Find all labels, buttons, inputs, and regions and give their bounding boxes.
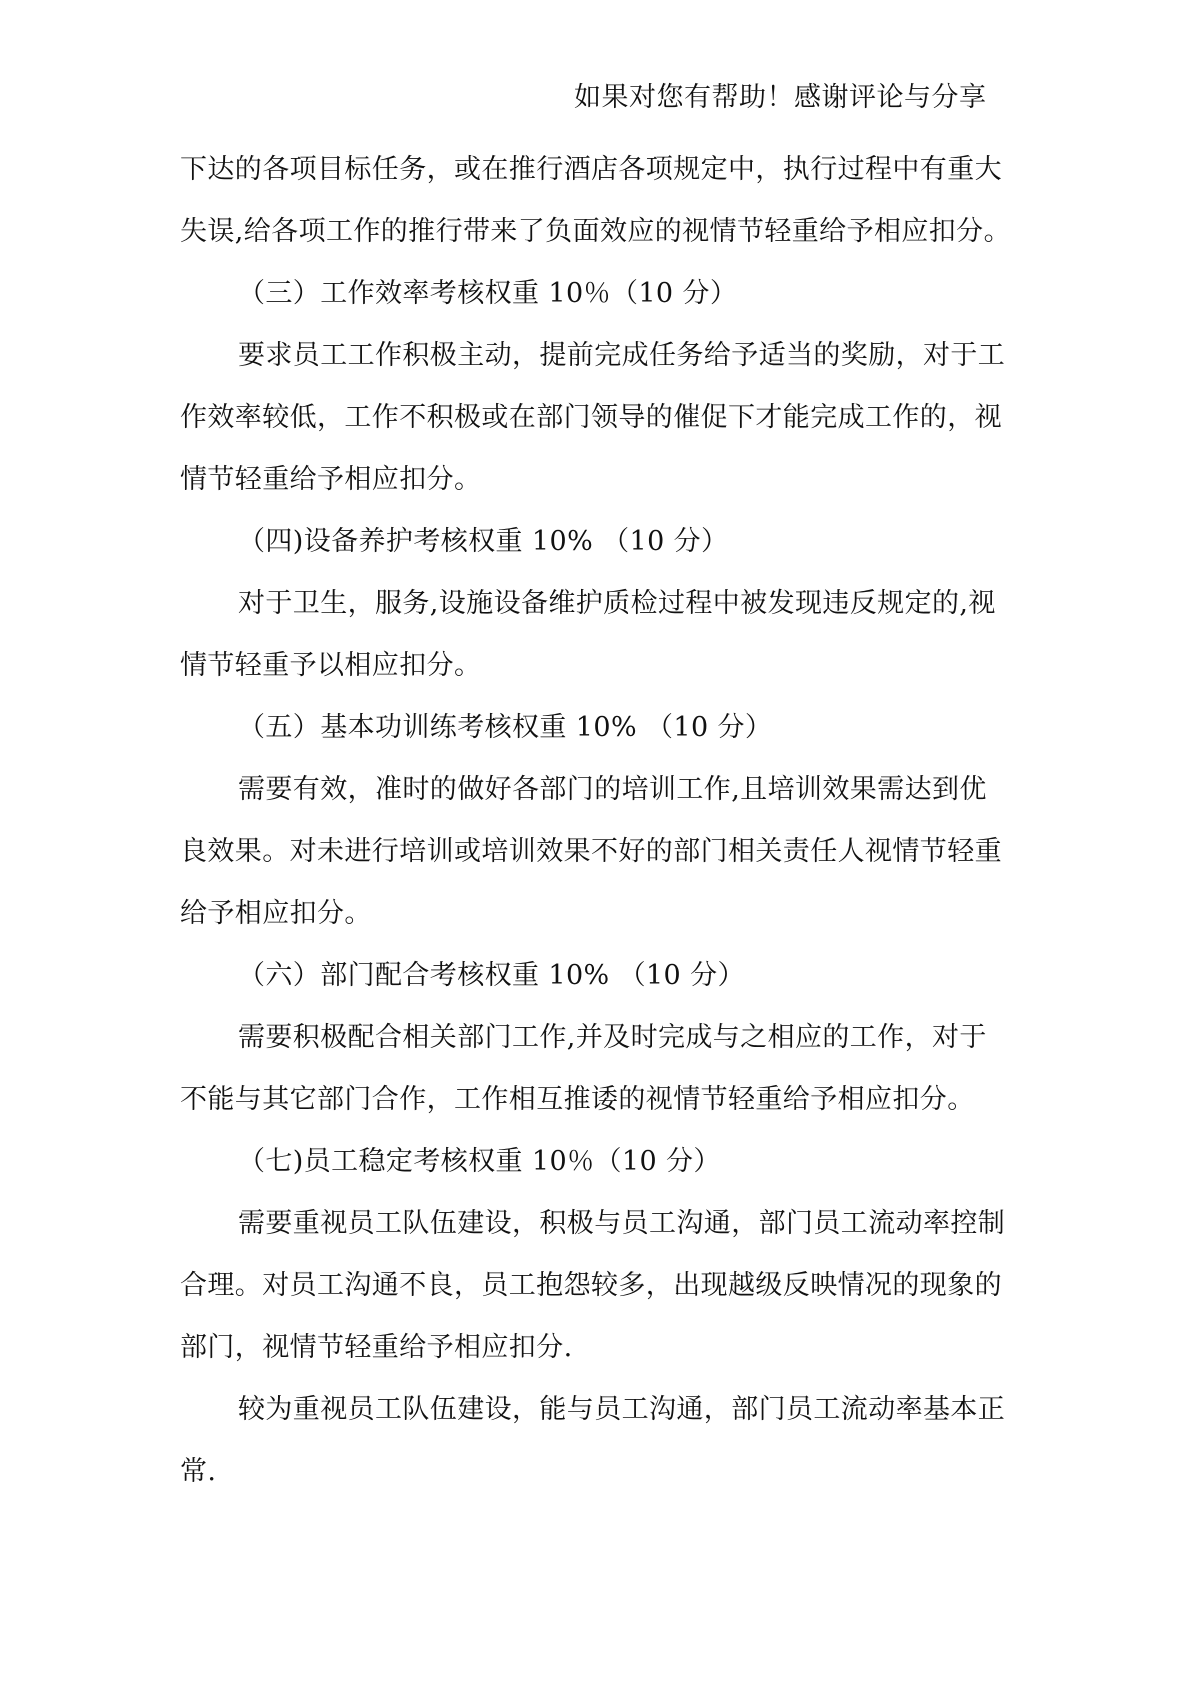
section-heading-5: （五）基本功训练考核权重 10% （10 分） [238,712,773,743]
body-line-16: 不能与其它部门合作，工作相互推诿的视情节轻重给予相应扣分。 [180,1084,975,1115]
body-line-22: 常. [180,1456,217,1487]
body-line-4: 要求员工工作积极主动，提前完成任务给予适当的奖励，对于工 [238,340,1006,371]
body-line-19: 合理。对员工沟通不良，员工抱怨较多，出现越级反映情况的现象的 [180,1270,1002,1301]
body-line-6: 情节轻重给予相应扣分。 [180,464,482,495]
body-line-5: 作效率较低，工作不积极或在部门领导的催促下才能完成工作的，视 [180,402,1002,433]
body-line-8: 对于卫生，服务,设施设备维护质检过程中被发现违反规定的,视 [238,588,996,619]
body-line-15: 需要积极配合相关部门工作,并及时完成与之相应的工作，对于 [238,1022,987,1053]
body-line-21: 较为重视员工队伍建设，能与员工沟通，部门员工流动率基本正 [238,1394,1006,1425]
body-line-1: 下达的各项目标任务，或在推行酒店各项规定中，执行过程中有重大 [180,154,1002,185]
body-line-12: 良效果。对未进行培训或培训效果不好的部门相关责任人视情节轻重 [180,836,1002,867]
page-header: 如果对您有帮助！感谢评论与分享 [574,82,987,113]
body-line-13: 给予相应扣分。 [180,898,372,929]
section-heading-3: （三）工作效率考核权重 10％（10 分） [238,278,738,309]
body-line-20: 部门，视情节轻重给予相应扣分. [180,1332,573,1363]
section-heading-6: （六）部门配合考核权重 10% （10 分） [238,960,745,991]
body-line-11: 需要有效，准时的做好各部门的培训工作,且培训效果需达到优 [238,774,987,805]
body-line-18: 需要重视员工队伍建设，积极与员工沟通，部门员工流动率控制 [238,1208,1006,1239]
body-line-2: 失误,给各项工作的推行带来了负面效应的视情节轻重给予相应扣分。 [180,216,1011,247]
section-heading-4: （四)设备养护考核权重 10% （10 分） [238,526,729,557]
body-line-9: 情节轻重予以相应扣分。 [180,650,482,681]
section-heading-7: （七)员工稳定考核权重 10％（10 分） [238,1146,721,1177]
